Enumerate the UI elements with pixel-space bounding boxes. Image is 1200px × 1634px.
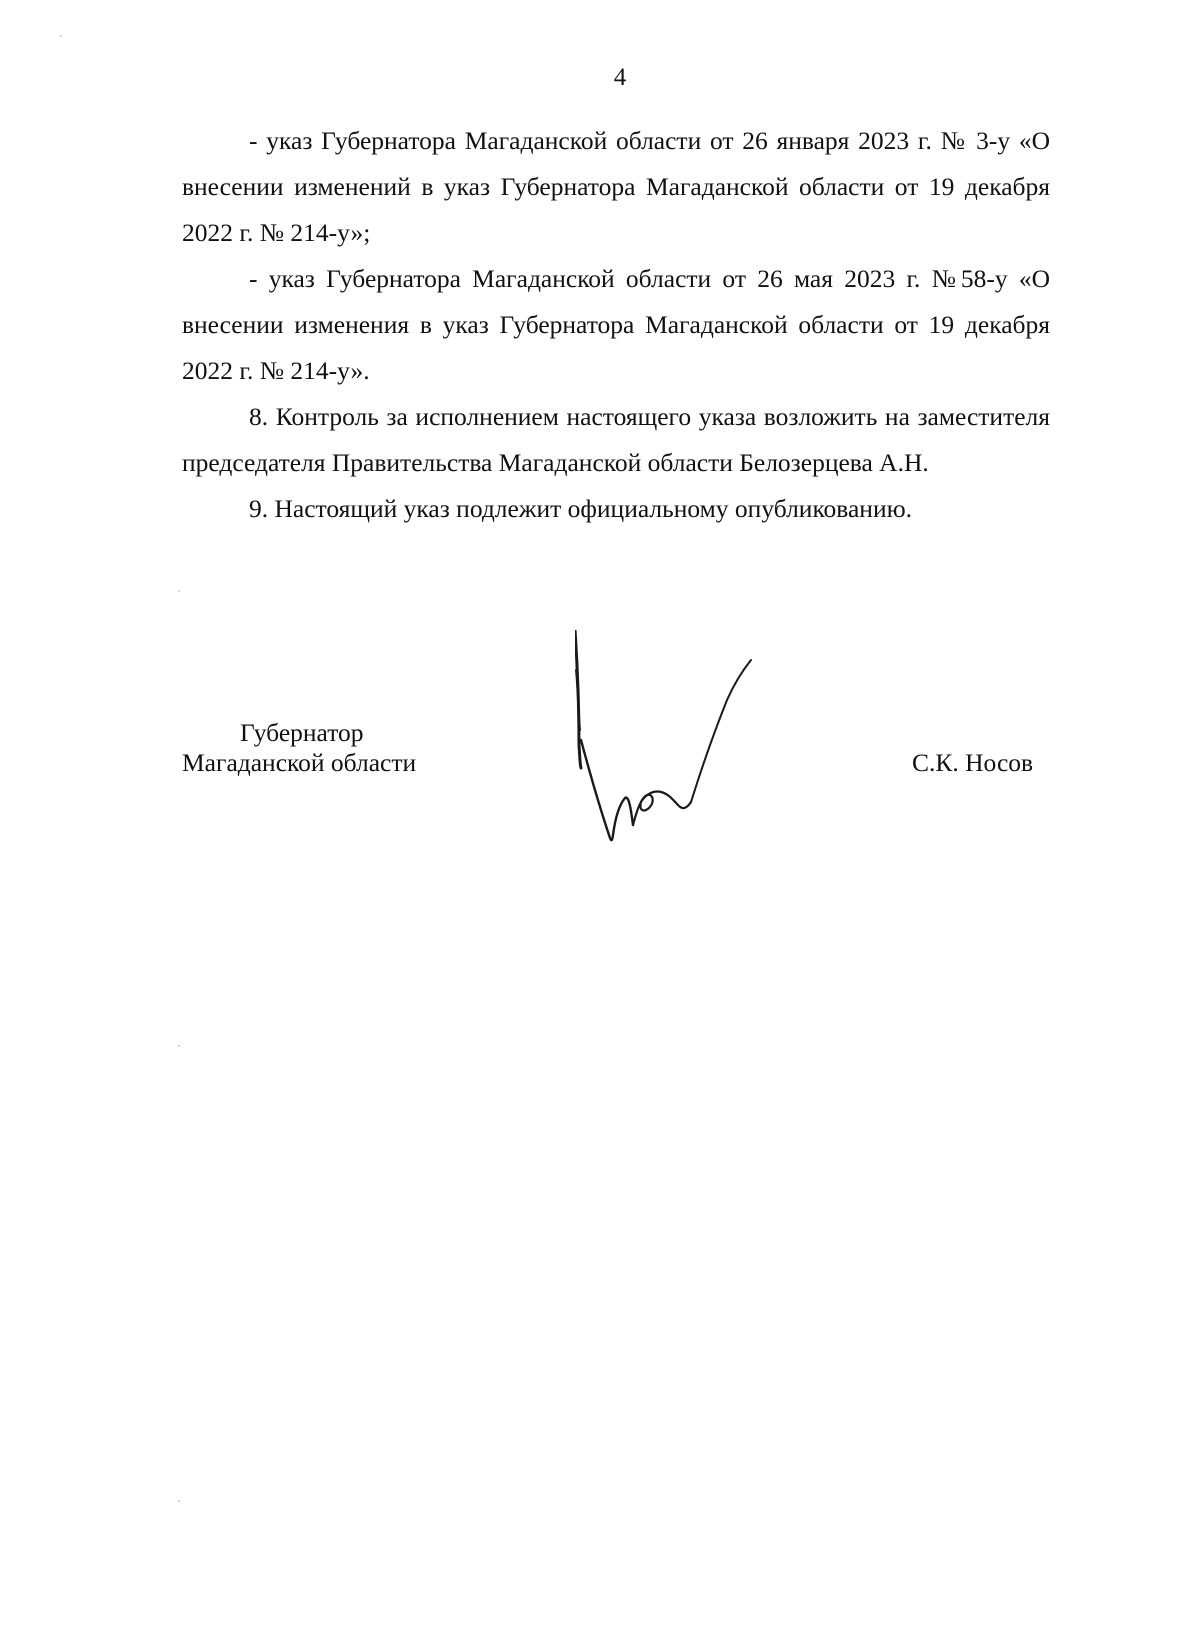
handwritten-signature-icon: [575, 630, 775, 870]
paragraph-decree-january: - указ Губернатора Магаданской области от 26 января 2023 г. № 3-у «О внесении изменений в указ Губернатора Магаданской области от 19 декабря 2022 г. № 214-у»;: [182, 126, 1050, 247]
signatory-name: С.К. Носов: [912, 748, 1034, 777]
signatory-region: Магаданской области: [182, 748, 417, 777]
document-body: [182, 118, 1050, 532]
paragraph-publication: 9. Настоящий указ подлежит официальному опубликованию.: [249, 494, 913, 523]
scan-speck: [178, 590, 180, 592]
paragraph-decree-may: - указ Губернатора Магаданской области от 26 мая 2023 г. №58-у «О внесении изменения в указ Губернатора Магаданской области от 19 декабря 2022 г. № 214-у».: [182, 264, 1050, 385]
scan-speck: [178, 1500, 180, 1502]
scan-speck: [60, 35, 62, 37]
signatory-title: Губернатор: [240, 718, 364, 747]
scan-speck: [178, 1045, 180, 1047]
page-number: 4: [613, 64, 627, 91]
signatory-position: [182, 718, 416, 778]
paragraph-control: 8. Контроль за исполнением настоящего указа возложить на заместителя председателя Правительства Магаданской области Белозерцева А.Н.: [182, 402, 1050, 477]
